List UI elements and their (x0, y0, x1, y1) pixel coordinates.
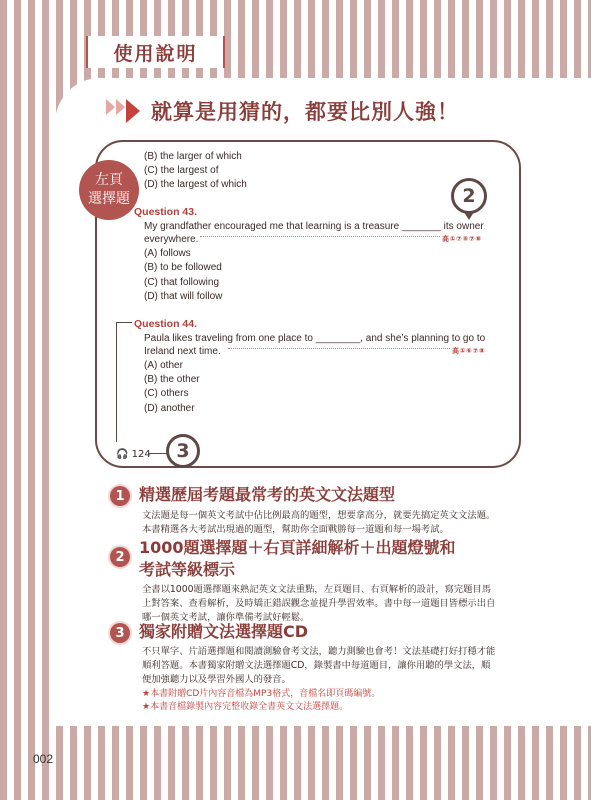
note-item: ★本書音檔錄製內容完整收錄全書英文文法選擇題。 (142, 702, 349, 712)
prev-option: (D) the largest of which (144, 179, 247, 190)
level-marks: 高①⑦⑤⑦⑧ (442, 235, 482, 243)
option: (C) that following (144, 277, 220, 288)
option: (C) others (144, 388, 189, 399)
page-title-box (86, 36, 225, 68)
headphones-icon: 🎧 (116, 449, 129, 460)
feature-1-body: 文法題是每一個英文考試中佔比例最高的題型，想要拿高分，就要先搞定英文文法題。 本書精選各大考試出現過的題型，幫助你全面戰勝每一道題和每一場考試。 (142, 510, 496, 535)
question-43-title: Question 43. (134, 206, 198, 218)
question-43-line1: My grandfather encouraged me that learning is a treasure _______ its owner (144, 221, 484, 232)
option: (B) the other (144, 374, 200, 385)
page-number: 002 (33, 752, 54, 766)
pointer-line (116, 322, 117, 442)
dotted-leader (228, 348, 450, 349)
level-marks: 高①⑥⑦⑧ (452, 347, 486, 355)
feature-1-number: 1 (110, 486, 130, 506)
callout-3-icon: 3 (166, 434, 200, 468)
feature-3-number: 3 (110, 623, 130, 643)
left-page-badge: 左頁 選擇題 (79, 160, 139, 220)
arrow-icon (106, 99, 141, 123)
prev-option: (C) the largest of (144, 165, 219, 176)
question-43-line2: everywhere. (144, 234, 199, 245)
feature-2-body: 全書以1000題選擇題來熟記英文文法重點，左頁題目、右頁解析的設計，寫完題目馬 上對答案、查看解析，及時矯正錯誤觀念並提升學習效率。書中每一道題目皆標示出自 哪一個英文考試，讓你準備考試好輕鬆。 (142, 584, 496, 623)
option: (A) follows (144, 248, 191, 259)
feature-2-title: 1000題選擇題＋右頁詳細解析＋出題燈號和 考試等級標示 (139, 538, 456, 579)
question-44-title: Question 44. (134, 318, 198, 330)
track-number: 124 (131, 449, 151, 460)
option: (D) another (144, 403, 195, 414)
pointer-line (148, 453, 168, 454)
page-title: 使用說明 (113, 42, 198, 65)
question-44-line2: Ireland next time. (144, 346, 221, 357)
cd-track (116, 449, 151, 460)
section-heading (106, 96, 459, 126)
pointer-line (116, 322, 132, 323)
cd-notes (142, 688, 380, 714)
feature-3-title: 獨家附贈文法選擇題CD (139, 622, 309, 641)
option: (D) that will follow (144, 291, 223, 302)
callout-tail (464, 212, 474, 220)
note-item: ★本書附贈CD片內容音檔為MP3格式，音檔名即頁碼編號。 (142, 689, 381, 699)
option: (A) other (144, 360, 183, 371)
heading-text: 就算是用猜的，都要比別人強！ (151, 100, 459, 124)
feature-1-title: 精選歷屆考題最常考的英文文法題型 (139, 485, 396, 504)
feature-3-body: 不只單字、片語選擇題和閱讀測驗會考文法，聽力測驗也會考！文法基礎打好打穩才能 順利答題。本書獨家附贈文法選擇題CD，錄製書中每道題目，讓你用聽的學文法，順 便加強聽力以及學習外國人的發音。 (142, 646, 496, 685)
question-44-line1: Paula likes traveling from one place to ________, and she’s planning to go to (144, 333, 486, 344)
prev-option: (B) the larger of which (144, 151, 242, 162)
option: (B) to be followed (144, 262, 222, 273)
dotted-leader (200, 236, 440, 237)
feature-2-number: 2 (110, 547, 130, 567)
callout-2-icon: 2 (451, 178, 487, 214)
